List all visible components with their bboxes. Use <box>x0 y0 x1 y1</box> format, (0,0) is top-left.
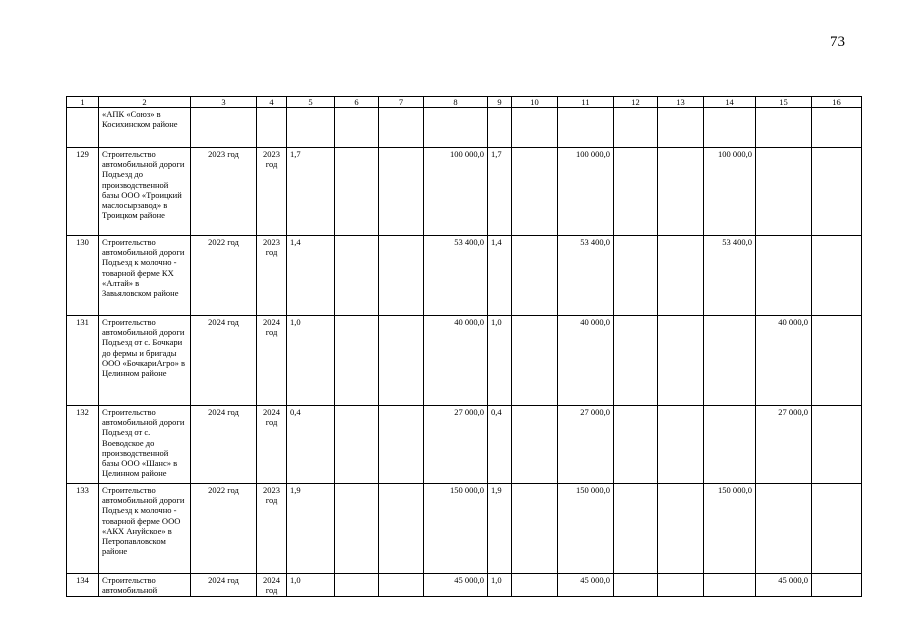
value-cell: 2024 год <box>191 574 257 597</box>
value-cell: 0,4 <box>287 406 335 484</box>
value-cell <box>512 574 558 597</box>
value-cell: 150 000,0 <box>704 484 756 574</box>
value-cell: 2024 год <box>257 574 287 597</box>
value-cell: 2023 год <box>257 148 287 236</box>
header-cell: 3 <box>191 97 257 108</box>
header-cell: 9 <box>488 97 512 108</box>
value-cell <box>614 406 658 484</box>
value-cell: 2024 год <box>257 316 287 406</box>
object-name-cell: Строительство автомобильной дороги Подъезд до производственной базы ООО «Троицкий маслосырзавод» в Троицком районе <box>99 148 191 236</box>
value-cell: 100 000,0 <box>558 148 614 236</box>
value-cell: 150 000,0 <box>424 484 488 574</box>
header-cell: 13 <box>658 97 704 108</box>
value-cell <box>812 148 862 236</box>
value-cell <box>512 406 558 484</box>
header-cell: 15 <box>756 97 812 108</box>
value-cell <box>812 406 862 484</box>
header-cell: 5 <box>287 97 335 108</box>
value-cell: 1,4 <box>287 236 335 316</box>
value-cell <box>704 316 756 406</box>
value-cell: 27 000,0 <box>424 406 488 484</box>
value-cell <box>379 484 424 574</box>
header-row <box>67 97 862 108</box>
value-cell: 150 000,0 <box>558 484 614 574</box>
table-row <box>67 316 862 406</box>
value-cell: 100 000,0 <box>424 148 488 236</box>
value-cell <box>658 316 704 406</box>
value-cell <box>424 108 488 148</box>
value-cell <box>704 108 756 148</box>
value-cell: 27 000,0 <box>756 406 812 484</box>
header-cell: 16 <box>812 97 862 108</box>
value-cell: 1,7 <box>488 148 512 236</box>
value-cell: 40 000,0 <box>756 316 812 406</box>
row-number-cell: 134 <box>67 574 99 597</box>
value-cell <box>812 316 862 406</box>
value-cell <box>335 574 379 597</box>
object-name-cell: Строительство автомобильной дороги Подъезд к молочно - товарной ферме КХ «Алтай» в Завьяловском районе <box>99 236 191 316</box>
header-cell: 10 <box>512 97 558 108</box>
value-cell: 2024 год <box>191 406 257 484</box>
value-cell <box>756 148 812 236</box>
object-name-cell: «АПК «Союз» в Косихинском районе <box>99 108 191 148</box>
value-cell <box>812 574 862 597</box>
value-cell: 2024 год <box>257 406 287 484</box>
value-cell: 1,9 <box>287 484 335 574</box>
header-cell: 12 <box>614 97 658 108</box>
value-cell <box>335 406 379 484</box>
value-cell: 27 000,0 <box>558 406 614 484</box>
value-cell <box>614 574 658 597</box>
value-cell <box>658 148 704 236</box>
value-cell: 1,4 <box>488 236 512 316</box>
value-cell <box>512 316 558 406</box>
table-row <box>67 148 862 236</box>
header-cell: 1 <box>67 97 99 108</box>
object-name-cell: Строительство автомобильной дороги Подъезд к молочно - товарной ферме ООО «АКХ Ануйское» в Петропавловском районе <box>99 484 191 574</box>
value-cell <box>287 108 335 148</box>
value-cell <box>704 406 756 484</box>
value-cell <box>191 108 257 148</box>
value-cell: 53 400,0 <box>704 236 756 316</box>
table-row <box>67 574 862 597</box>
value-cell: 45 000,0 <box>558 574 614 597</box>
value-cell <box>614 236 658 316</box>
value-cell: 1,0 <box>287 574 335 597</box>
value-cell: 0,4 <box>488 406 512 484</box>
value-cell: 2023 год <box>257 484 287 574</box>
value-cell <box>257 108 287 148</box>
object-name-cell: Строительство автомобильной дороги Подъезд от с. Бочкари до фермы и бригады ООО «БочкариАгро» в Целинном районе <box>99 316 191 406</box>
value-cell <box>335 484 379 574</box>
row-number-cell: 133 <box>67 484 99 574</box>
header-cell: 8 <box>424 97 488 108</box>
value-cell <box>756 108 812 148</box>
table-row <box>67 236 862 316</box>
table-body <box>67 108 862 597</box>
value-cell <box>614 484 658 574</box>
value-cell: 2024 год <box>191 316 257 406</box>
value-cell <box>488 108 512 148</box>
value-cell: 40 000,0 <box>424 316 488 406</box>
value-cell <box>335 148 379 236</box>
value-cell <box>704 574 756 597</box>
value-cell <box>756 484 812 574</box>
value-cell: 53 400,0 <box>424 236 488 316</box>
value-cell: 1,0 <box>287 316 335 406</box>
row-number-cell: 129 <box>67 148 99 236</box>
value-cell: 2022 год <box>191 484 257 574</box>
header-cell: 11 <box>558 97 614 108</box>
value-cell: 45 000,0 <box>756 574 812 597</box>
value-cell: 1,7 <box>287 148 335 236</box>
header-cell: 2 <box>99 97 191 108</box>
value-cell <box>512 148 558 236</box>
value-cell <box>614 316 658 406</box>
value-cell <box>335 236 379 316</box>
header-cell: 7 <box>379 97 424 108</box>
value-cell <box>658 236 704 316</box>
value-cell: 45 000,0 <box>424 574 488 597</box>
value-cell <box>658 108 704 148</box>
table-row <box>67 406 862 484</box>
value-cell <box>379 236 424 316</box>
value-cell: 2023 год <box>191 148 257 236</box>
header-cell: 14 <box>704 97 756 108</box>
value-cell <box>558 108 614 148</box>
header-cell: 4 <box>257 97 287 108</box>
data-table <box>66 96 862 597</box>
row-number-cell: 130 <box>67 236 99 316</box>
value-cell <box>812 108 862 148</box>
page-number: 73 <box>830 34 845 50</box>
value-cell <box>812 236 862 316</box>
value-cell <box>379 108 424 148</box>
table-row <box>67 108 862 148</box>
value-cell <box>658 406 704 484</box>
value-cell: 100 000,0 <box>704 148 756 236</box>
table-row <box>67 484 862 574</box>
value-cell <box>379 406 424 484</box>
value-cell <box>335 316 379 406</box>
value-cell <box>658 574 704 597</box>
value-cell <box>756 236 812 316</box>
value-cell <box>614 148 658 236</box>
value-cell <box>658 484 704 574</box>
value-cell <box>379 316 424 406</box>
value-cell: 2023 год <box>257 236 287 316</box>
object-name-cell: Строительство автомобильной дороги Подъезд от с. Воеводское до производственной базы ООО «Шанс» в Целинном районе <box>99 406 191 484</box>
value-cell <box>335 108 379 148</box>
value-cell: 1,0 <box>488 574 512 597</box>
value-cell: 53 400,0 <box>558 236 614 316</box>
row-number-cell: 131 <box>67 316 99 406</box>
value-cell <box>512 108 558 148</box>
row-number-cell: 132 <box>67 406 99 484</box>
value-cell <box>512 236 558 316</box>
value-cell: 40 000,0 <box>558 316 614 406</box>
value-cell: 1,9 <box>488 484 512 574</box>
value-cell <box>812 484 862 574</box>
object-name-cell: Строительство автомобильной <box>99 574 191 597</box>
value-cell <box>379 574 424 597</box>
header-cell: 6 <box>335 97 379 108</box>
value-cell: 1,0 <box>488 316 512 406</box>
value-cell: 2022 год <box>191 236 257 316</box>
value-cell <box>379 148 424 236</box>
row-number-cell <box>67 108 99 148</box>
value-cell <box>614 108 658 148</box>
value-cell <box>512 484 558 574</box>
